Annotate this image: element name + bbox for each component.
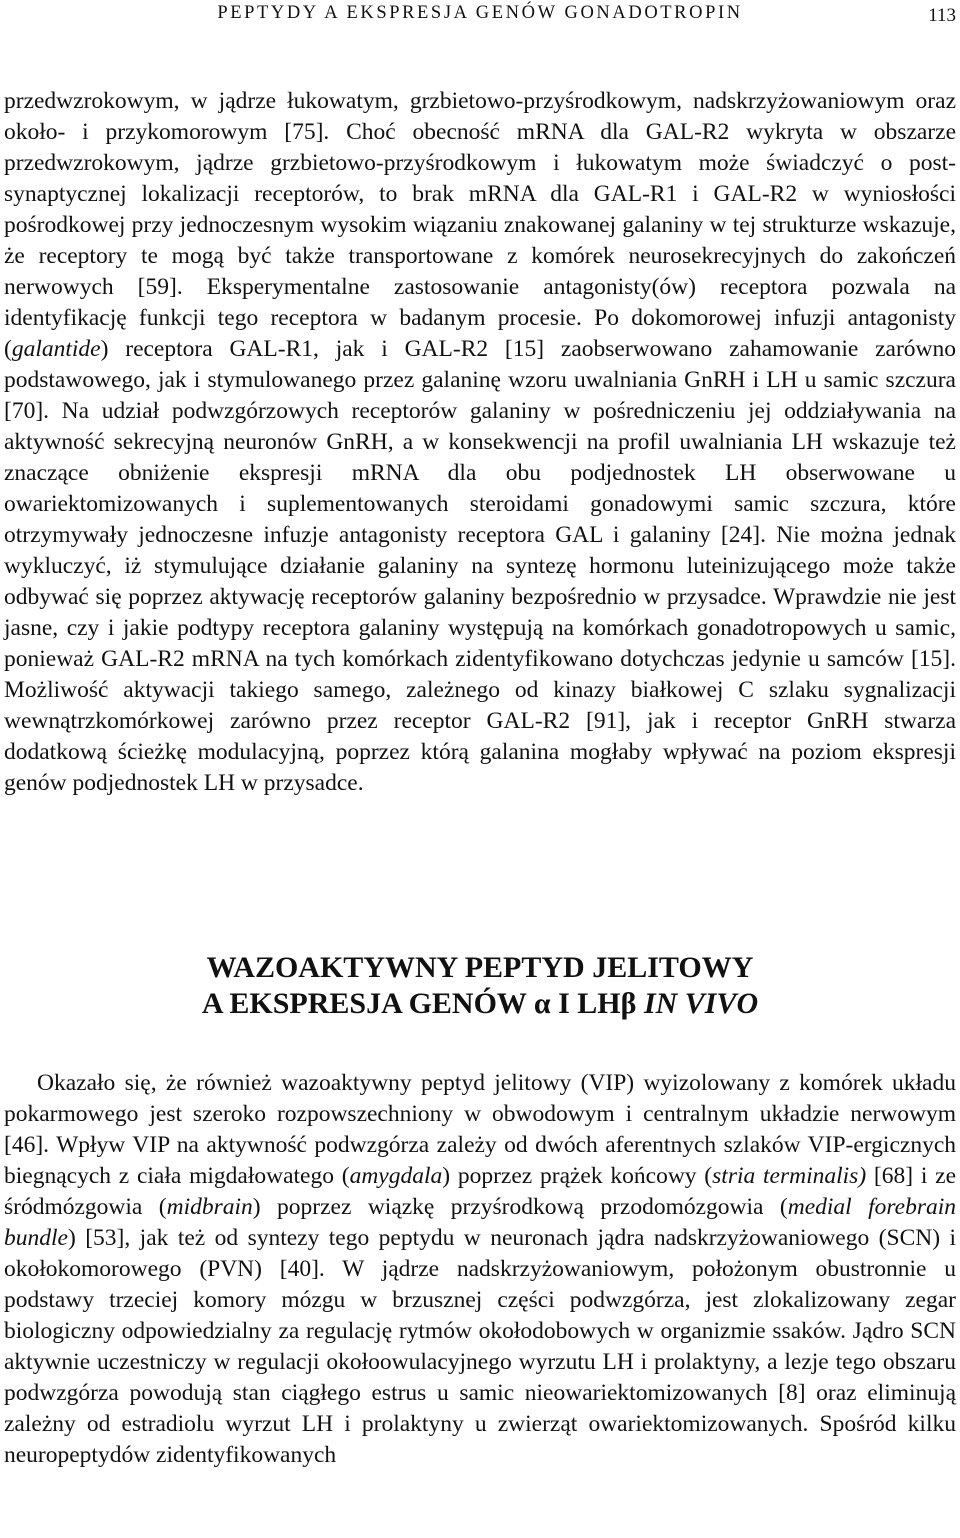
paragraph-2-text-b: ) poprzez prążek końcowy ( (442, 1163, 713, 1189)
section-heading-line-1: WAZOAKTYWNY PEPTYD JELITOWY (206, 951, 754, 984)
paragraph-2-text-d: ) poprzez wiązkę przyśrodkową przodomózgowia ( (252, 1194, 788, 1220)
page-header (0, 0, 960, 40)
italic-term-amygdala: amygdala (349, 1163, 443, 1189)
body-text-block-2 (4, 1068, 956, 1471)
section-heading-line-2-prefix: A EKSPRESJA GENÓW α I LHβ (201, 987, 637, 1020)
paragraph-1-italic-term: galantide (11, 336, 101, 362)
italic-term-midbrain: midbrain (166, 1194, 253, 1220)
paragraph-2-text-c: [68] i ze śródmózgowia ( (4, 1163, 957, 1220)
paragraph-2-text-a: Okazało się, że również wazoaktywny peptyd jelitowy (VIP) wyizolowany z komórek układu pokarmowego jest szeroko rozpowszechniony w obwodowym i centralnym układzie nerwowym [46]. Wpływ VIP na aktywność podwzgórza zależy od dwóch aferentnych szlaków VIP-ergicznych biegnących z ciała migdałowatego ( (4, 1070, 956, 1189)
italic-term-stria-terminalis: stria terminalis) (712, 1163, 867, 1189)
paragraph-2-text-e: ) [53], jak też od syntezy tego peptydu w neuronach jądra nadskrzyżowaniowego (SCN) i okołokomorowego (PVN) [40]. W jądrze nadskrzyżowaniowym, położonym obustronnie u podstawy trzeciej komory mózgu w brzusznej części podwzgórza, jest zlokalizowany zegar biologiczny odpowiedzialny za regulację rytmów okołodobowych w organizmie ssaków. Jądro SCN aktywnie uczestniczy w regulacji okołoowulacyjnego wyrzutu LH i prolaktyny, a lezje tego obszaru podwzgórza powodują stan ciągłego estrus u samic nieowariektomizowanych [8] oraz eliminują zależny od estradiolu wyrzut LH i prolaktyny u zwierząt owariektomizowanych. Spośród kilku neuropeptydów zidentyfikowanych (4, 1225, 956, 1468)
paragraph-1 (4, 86, 956, 799)
italic-term-medial-forebrain-bundle: medial forebrain bundle (4, 1194, 957, 1251)
section-heading (0, 950, 960, 1022)
paragraph-1-text: przedwzrokowym, w jądrze łukowatym, grzbietowo-przyśrodkowym, nadskrzyżowaniowym oraz około- i przykomorowym [75]. Choć obecność mRNA dla GAL-R2 wykryta w obszarze przedwzrokowym, jądrze grzbietowo-przyśrodkowym i łukowatym może świadczyć o post-synaptycznej lokalizacji receptorów, to brak mRNA dla GAL-R1 i GAL-R2 w wyniosłości pośrodkowej przy jednoczesnym wysokim wiązaniu znakowanej galaniny w tej strukturze wskazuje, że receptory te mogą być także transportowane z komórek neurosekrecyjnych do zakończeń nerwowych [59]. Eksperymentalne zastosowanie antagonisty(ów) receptora pozwala na identyfikację funkcji tego receptora w badanym procesie. Po dokomorowej infuzji antagonisty ( (4, 88, 956, 362)
running-title: PEPTYDY A EKSPRESJA GENÓW GONADOTROPIN (217, 3, 743, 23)
paragraph-2 (4, 1068, 956, 1471)
section-heading-line-2-italic: IN VIVO (643, 987, 759, 1020)
page-number: 113 (928, 5, 956, 26)
section-heading-line-2 (0, 986, 960, 1022)
paragraph-1-text-cont: ) receptora GAL-R1, jak i GAL-R2 [15] zaobserwowano zahamowanie zarówno podstawowego, jak i stymulowanego przez galaninę wzoru uwalniania GnRH i LH u samic szczura [70]. Na udział podwzgórzowych receptorów galaniny w pośredniczeniu jej oddziaływania na aktywność sekrecyjną neuronów GnRH, a w konsekwencji na profil uwalniania LH wskazuje też znaczące obniżenie ekspresji mRNA dla obu podjednostek LH obserwowane u owariektomizowanych i suplementowanych steroidami gonadowymi samic szczura, które otrzymywały jednoczesne infuzje antagonisty receptora GAL i galaniny [24]. Nie można jednak wykluczyć, iż stymulujące działanie galaniny na syntezę hormonu luteinizującego może także odbywać się poprzez aktywację receptorów galaniny bezpośrednio w przysadce. Wprawdzie nie jest jasne, czy i jakie podtypy receptora galaniny występują na komórkach gonadotropowych u samic, ponieważ GAL-R2 mRNA na tych komórkach zidentyfikowano dotychczas jedynie u samców [15]. Możliwość aktywacji takiego samego, zależnego od kinazy białkowej C szlaku sygnalizacji wewnątrzkomórkowej zarówno przez receptor GAL-R2 [91], jak i receptor GnRH stwarza dodatkową ścieżkę modulacyjną, poprzez którą galanina mogłaby wpływać na poziom ekspresji genów podjednostek LH w przysadce. (4, 336, 956, 796)
body-text-block-1 (4, 86, 956, 799)
